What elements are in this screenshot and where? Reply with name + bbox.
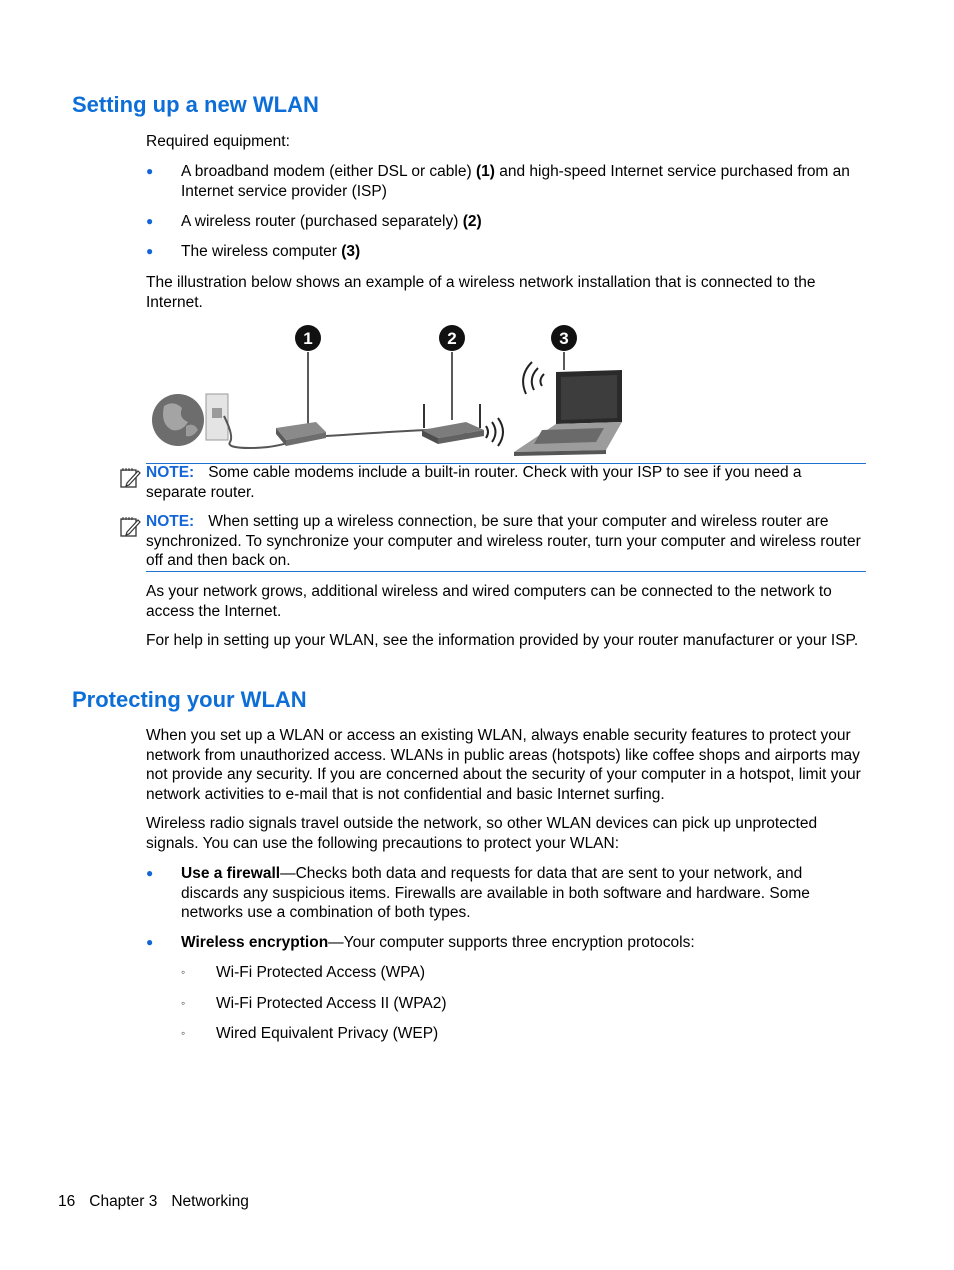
footer-title: Networking <box>171 1193 249 1210</box>
modem-icon <box>276 422 326 446</box>
network-illustration <box>146 322 636 458</box>
note-icon <box>118 465 142 489</box>
note-1: NOTE: Some cable modems include a built-in router. Check with your ISP to see if you need a separate router. <box>146 464 802 501</box>
footer-chapter: Chapter 3 <box>89 1193 158 1210</box>
paragraph-network-grows: As your network grows, additional wireless and wired computers can be connected to the network to access the Internet. <box>146 583 832 620</box>
bullet-icon: ● <box>146 164 154 178</box>
bullet-icon: ● <box>146 214 154 228</box>
globe-icon <box>152 394 204 446</box>
paragraph-precautions: Wireless radio signals travel outside the network, so other WLAN devices can pick up unprotected signals. You can use the following precautions to protect your WLAN: <box>146 815 818 852</box>
note-rule <box>146 571 866 572</box>
required-equipment-label: Required equipment: <box>146 133 290 150</box>
section-title-setup: Setting up a new WLAN <box>72 92 319 117</box>
svg-text:3: 3 <box>559 329 569 348</box>
page-number: 16 <box>58 1193 76 1210</box>
wifi-signal-icon <box>486 418 503 446</box>
note-2: NOTE: When setting up a wireless connection, be sure that your computer and wireless router are synchronized. To synchronize your computer and wireless router, turn your computer and wireless router off and then back on. <box>146 513 861 569</box>
bullet-icon: ● <box>146 244 154 258</box>
callout-2 <box>439 325 465 351</box>
section-title-protecting: Protecting your WLAN <box>72 687 307 712</box>
page-footer <box>58 1192 263 1212</box>
router-icon <box>422 404 484 444</box>
sub-bullet-icon: ◦ <box>181 996 186 1010</box>
bullet-icon: ● <box>146 866 154 880</box>
document-page: Setting up a new WLAN Required equipment: ● A broadband modem (either DSL or cable) (1) and high-speed Internet service purchased from an Internet service provider (ISP) ● A wireless router (purchased separately) (2) ● The wireless computer (3) The illustration below shows an example of a wireless network installation that is connected to the Internet. 1 2 3 NOTE: Some cable modems include a built-in router. Check with your ISP to see if you need a separate router. NOTE: When setting up a wireless connection, be sure that your computer and wireless router are synchronized. To synchronize your computer and wireless router, turn your computer and wireless router off and then back on. As your network grows, additional wireless and wired computers can be connected to the network to access the Internet. For help in setting up your WLAN, see the information provided by your router manufacturer or your ISP. Protecting your WLAN When you set up a WLAN or access an existing WLAN, always enable security features to protect your network from unauthorized access. WLANs in public areas (hotspots) like coffee shops and airports may not provide any security. If you are concerned about the security of your computer in a hotspot, limit your network activities to e-mail that is not confidential and basic Internet surfing. Wireless radio signals travel outside the network, so other WLAN devices can pick up unprotected signals. You can use the following precautions to protect your WLAN: ● Use a firewall—Checks both data and requests for data that are sent to your network, and discards any suspicious items. Firewalls are available in both software and hardware. Some networks use a combination of both types. ● Wireless encryption—Your computer supports three encryption protocols: ◦ Wi-Fi Protected Access (WPA) ◦ Wi-Fi Protected Access II (WPA2) ◦ Wired Equivalent Privacy (WEP) 16 Chapter 3 Networking <box>0 0 954 1270</box>
sub-bullet-icon: ◦ <box>181 1026 186 1040</box>
paragraph-help: For help in setting up your WLAN, see the information provided by your router manufacturer or your ISP. <box>146 632 859 649</box>
callout-3 <box>551 325 577 351</box>
svg-text:1: 1 <box>303 329 313 348</box>
paragraph-security: When you set up a WLAN or access an existing WLAN, always enable security features to protect your network from unauthorized access. WLANs in public areas (hotspots) like coffee shops and airports may not provide any security. If you are concerned about the security of your computer in a hotspot, limit your network activities to e-mail that is not confidential and basic Internet surfing. <box>146 727 861 803</box>
callout-1 <box>295 325 321 351</box>
note-icon <box>118 514 142 538</box>
svg-text:2: 2 <box>447 329 457 348</box>
laptop-icon <box>514 370 622 456</box>
wifi-signal-icon <box>523 362 544 394</box>
illustration-intro: The illustration below shows an example of a wireless network installation that is connected to the Internet. <box>146 274 816 311</box>
bullet-icon: ● <box>146 935 154 949</box>
sub-bullet-icon: ◦ <box>181 965 186 979</box>
